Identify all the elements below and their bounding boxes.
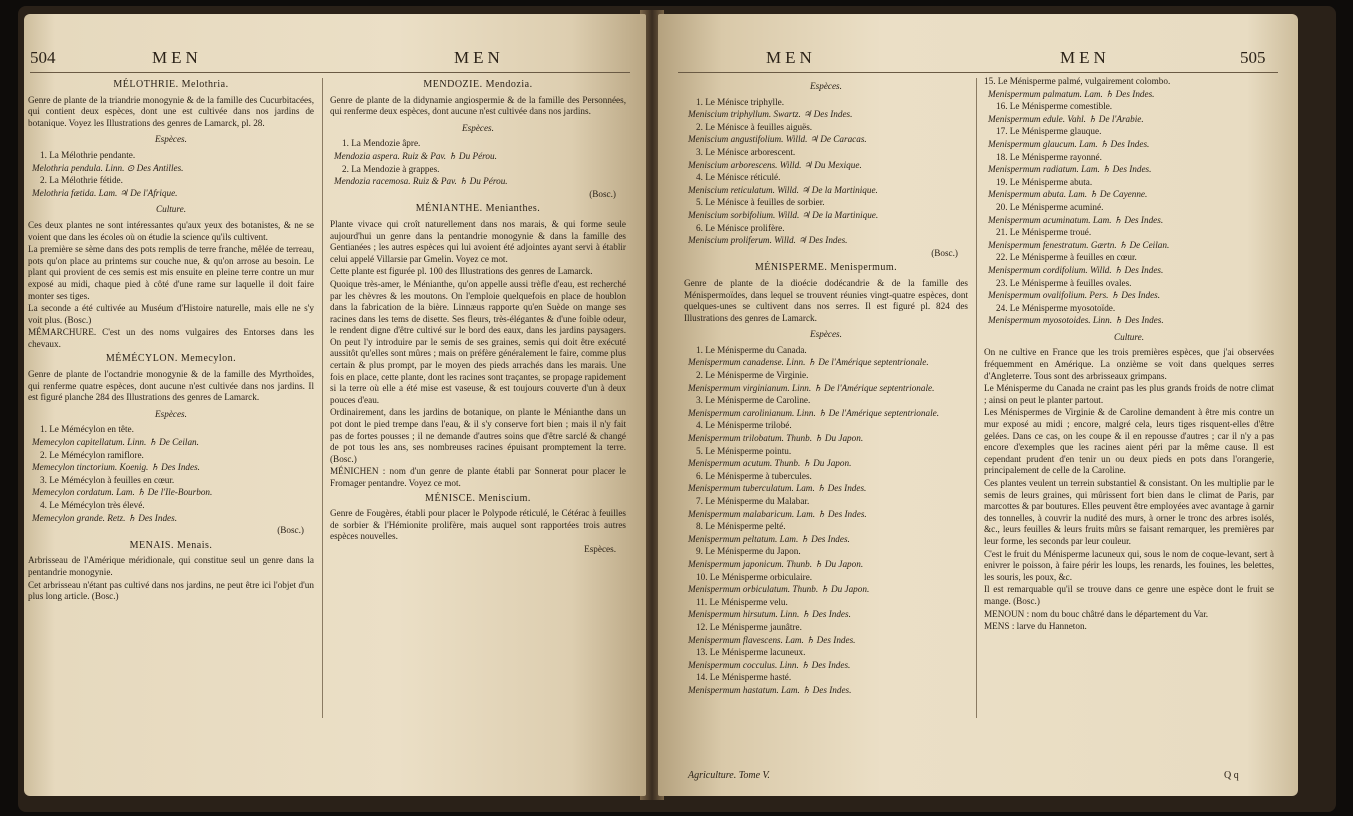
text-line: 3. Le Ménisperme de Caroline.: [696, 395, 811, 406]
text-line: 7. Le Ménisperme du Malabar.: [696, 496, 810, 506]
text-line: Meniscium proliferum. Willd. ♃ Des Indes.: [688, 235, 848, 246]
text-line: Cet arbrisseau n'étant pas cultivé dans nos jardins, ne peut être ici l'objet d'un plus long article. (Bosc.): [28, 579, 314, 602]
signature-mark: Q q: [1224, 770, 1239, 781]
text-line: 20. Le Ménisperme acuminé.: [996, 201, 1104, 212]
text-line: 1. Le Mémécylon en tête.: [40, 424, 134, 435]
right-column-1: [684, 76, 968, 698]
text-line: Espèces.: [155, 408, 187, 419]
right-column-2: [984, 76, 1274, 634]
text-line: MÉMARCHURE. C'est un des noms vulgaires des Entorses dans les chevaux.: [28, 327, 314, 349]
text-line: Ces plantes veulent un terrein substantiel & consistant. On les multiplie par le semis de leurs graines, qui mûrissent fort bien dans le climat de Paris, par marcottes & par boutures. Elles peuvent être employées avec avantage à garnir des tonnelles, à couvrir la nudité des murs, à orner le tronc des arbres isolés, &c., leurs feuilles & leurs fruits mûrs se faisant remarquer, les premières par leur forme, les seconds par leur couleur.: [984, 478, 1274, 546]
text-line: 18. Le Ménisperme rayonné.: [996, 151, 1102, 162]
text-line: 5. Le Ménisperme pointu.: [696, 445, 792, 456]
text-line: Menispermum myosotoides. Linn. ♄ Des Indes.: [988, 315, 1164, 326]
text-line: Menispermum hastatum. Lam. ♄ Des Indes.: [688, 684, 852, 695]
text-line: MÉNISCE. Meniscium.: [425, 492, 531, 504]
left-page: [24, 14, 646, 796]
text-line: 17. Le Ménisperme glauque.: [996, 126, 1102, 137]
text-line: Menispermum ovalifolium. Pers. ♄ Des Indes.: [988, 290, 1161, 301]
text-line: MÉNICHEN : nom d'un genre de plante établi par Sonnerat pour placer le Fromager pentandre. Voyez ce mot.: [330, 466, 626, 488]
text-line: Espèces.: [810, 81, 842, 91]
text-line: Memecylon tinctorium. Koenig. ♄ Des Indes.: [32, 462, 200, 473]
text-line: Menispermum trilobatum. Thunb. ♄ Du Japon.: [688, 433, 864, 444]
text-line: Le Ménisperme du Canada ne craint pas les plus grands froids de notre climat ; ainsi on peut le planter partout.: [984, 383, 1274, 405]
text-line: 15. Le Ménisperme palmé, vulgairement colombo.: [984, 76, 1171, 86]
text-line: Les Ménispermes de Virginie & de Caroline demandent à être mis contre un mur exposé au midi ; encore, malgré cela, leurs tiges risquent-elles d'être gelées. Dans ce cas, on les coupe & il en repousse d'autres ; car il n'y a pas encore d'exemples que les racines aient péri par la même cause. Il est cependant prudent d'en tenir un ou deux pieds en pots dans l'orangerie, principalement de celle de la Caroline.: [984, 407, 1274, 476]
text-line: 2. La Mendozie à grappes.: [342, 163, 440, 174]
text-line: Menispermum flavescens. Lam. ♄ Des Indes.: [688, 634, 856, 645]
text-line: MÉMÉCYLON. Memecylon.: [105, 353, 237, 365]
text-line: On ne cultive en France que les trois premières espèces, que j'ai observées fréquemment en Amérique. La onzième se voit dans quelques serres d'Angleterre. Tous sont des arbrisseaux grimpans.: [984, 347, 1274, 381]
text-line: Menispermum tuberculatum. Lam. ♄ Des Indes.: [688, 483, 867, 494]
text-line: Memecylon grande. Retz. ♄ Des Indes.: [32, 512, 177, 523]
text-line: 9. Le Ménisperme du Japon.: [696, 546, 801, 557]
text-line: Espèces.: [155, 134, 187, 145]
text-line: Menispermum edule. Vahl. ♄ De l'Arabie.: [988, 113, 1144, 124]
text-line: 2. Le Ménisce à feuilles aiguës.: [696, 121, 813, 132]
text-line: 12. Le Ménisperme jaunâtre.: [696, 621, 802, 632]
text-line: Melothria fætida. Lam. ♃ De l'Afrique.: [32, 187, 178, 198]
text-line: (Bosc.): [931, 247, 958, 258]
left-header-right: MEN: [454, 48, 504, 67]
text-line: 3. Le Mémécylon à feuilles en cœur.: [40, 474, 175, 485]
text-line: Menispermum radiatum. Lam. ♄ Des Indes.: [988, 164, 1152, 175]
left-column-divider: [322, 78, 323, 718]
text-line: 13. Le Ménisperme lacuneux.: [696, 647, 806, 658]
text-line: Memecylon capitellatum. Linn. ♄ De Ceilan.: [32, 437, 199, 448]
text-line: 21. Le Ménisperme troué.: [996, 227, 1092, 238]
text-line: MENS : larve du Hanneton.: [984, 621, 1087, 632]
text-line: Menispermum peltatum. Lam. ♄ Des Indes.: [688, 533, 850, 544]
text-line: Meniscium arborescens. Willd. ♃ Du Mexique.: [688, 159, 862, 170]
text-line: 24. Le Ménisperme myosotoïde.: [996, 302, 1116, 313]
text-line: Menispermum cocculus. Linn. ♄ Des Indes.: [688, 659, 851, 670]
text-line: 19. Le Ménisperme abuta.: [996, 176, 1093, 187]
text-line: Menispermum cordifolium. Willd. ♄ Des Indes.: [988, 264, 1164, 275]
text-line: 1. Le Ménisperme du Canada.: [696, 344, 807, 355]
text-line: Menispermum carolinianum. Linn. ♄ De l'Amérique septentrionale.: [688, 407, 940, 418]
text-line: MENDOZIE. Mendozia.: [423, 79, 533, 90]
text-line: MÉNIANTHE. Menianthes.: [415, 203, 541, 215]
text-line: Menispermum abuta. Lam. ♄ De Cayenne.: [988, 189, 1148, 200]
text-line: (Bosc.): [589, 188, 616, 199]
text-line: Menispermum glaucum. Lam. ♄ Des Indes.: [988, 138, 1150, 149]
text-line: 2. Le Ménisperme de Virginie.: [696, 370, 809, 381]
text-line: 23. Le Ménisperme à feuilles ovales.: [996, 277, 1132, 288]
text-line: MENOUN : nom du bouc châtré dans le département du Var.: [984, 608, 1209, 619]
text-line: Menispermum palmatum. Lam. ♄ Des Indes.: [988, 88, 1155, 99]
text-line: Genre de Fougères, établi pour placer le Polypode réticulé, le Cétérac à feuilles de sorbier & l'Hémionite prolifère, mais auquel sont rapportées trois autres espèces nouvelles.: [330, 508, 626, 542]
left-header-rule: [30, 72, 630, 73]
text-line: 4. Le Ménisce réticulé.: [696, 172, 781, 183]
text-line: 2. Le Mémécylon ramiflore.: [40, 449, 144, 460]
text-line: 1. Le Ménisce triphylle.: [696, 96, 785, 107]
text-line: Menispermum virginianum. Linn. ♄ De l'Amérique septentrionale.: [688, 382, 935, 393]
text-line: Mendozia racemosa. Ruiz & Pav. ♄ Du Pérou.: [334, 176, 508, 187]
text-line: MÉLOTHRIE. Melothria.: [113, 79, 229, 90]
left-page-number: 504: [30, 48, 56, 67]
text-line: 16. Le Ménisperme comestible.: [996, 101, 1113, 112]
text-line: 10. Le Ménisperme orbiculaire.: [696, 571, 813, 582]
right-page: [658, 14, 1298, 796]
text-line: C'est le fruit du Ménisperme lacuneux qui, sous le nom de coque-levant, sert à enivrer le poisson, à faire périr les loups, les renards, les fouines, les belettes, les souris, les poux, &c.: [984, 548, 1274, 582]
text-line: Menispermum hirsutum. Linn. ♄ Des Indes.: [688, 609, 851, 620]
text-line: MÉNISPERME. Menispermum.: [754, 262, 898, 274]
text-line: Quoique très-amer, le Ménianthe, qu'on appelle aussi trèfle d'eau, est recherché par les chèvres & les moutons. On l'emploie quelquefois en place de houblon dans la fabrication de la bière. Linnæus rapporte qu'en Suède on mange ses racines dans les tems de disette. Ses fleurs, très-élégantes & d'une foible odeur, le rendent digne d'être cultivé sur le bord des eaux, dans les jardins paysagers. On peut l'y introduire par le semis de ses graines, semis qui doit être exécuté aussitôt qu'elles sont mûres ; mais on préfère généralement le faire, comme plus certain & plus prompt, par le moyen des pieds arrachés dans les marais. Une fois en place, cette plante, dont les racines sont traçantes, se propage rapidement si la terre où elle a été mise est vaseuse, & est toujours couverte d'un à deux pouces d'eau.: [330, 278, 626, 405]
text-line: Ordinairement, dans les jardins de botanique, on plante le Ménianthe dans un pot dont le pied trempe dans l'eau, & il s'y conserve fort bien ; mais il n'y fait pas de fortes pousses ; il ne demande d'autres soins que d'être sarclé & changé de pot tous les ans, ses nombreuses racines épuisant promptement la terre. (Bosc.): [330, 407, 626, 464]
text-line: Ces deux plantes ne sont intéressantes qu'aux yeux des botanistes, & ne se voient que dans les écoles où on étudie la science qu'ils cultivent.: [28, 219, 314, 242]
text-line: Menispermum fenestratum. Gærtn. ♄ De Ceilan.: [988, 239, 1170, 250]
text-line: Menispermum canadense. Linn. ♄ De l'Amérique septentrionale.: [688, 357, 929, 368]
text-line: Meniscium sorbifolium. Willd. ♃ De la Martinique.: [688, 209, 879, 220]
right-column-divider: [976, 78, 977, 718]
text-line: Melothria pendula. Linn. ⊙ Des Antilles.: [32, 162, 184, 173]
text-line: 5. Le Ménisce à feuilles de sorbier.: [696, 197, 825, 208]
text-line: La seconde a été cultivée au Muséum d'Histoire naturelle, mais elle ne s'y voit plus. (Bosc.): [28, 303, 314, 325]
text-line: Espèces.: [462, 122, 494, 133]
left-column-1: [28, 76, 314, 604]
text-line: MENAIS. Menais.: [129, 539, 213, 551]
text-line: 6. Le Ménisperme à tubercules.: [696, 470, 812, 481]
text-line: Menispermum malabaricum. Lam. ♄ Des Indes.: [688, 508, 867, 519]
text-line: Meniscium angustifolium. Willd. ♃ De Caracas.: [688, 134, 867, 145]
text-line: 14. Le Ménisperme hasté.: [696, 672, 792, 683]
text-line: 4. Le Ménisperme trilobé.: [696, 420, 792, 431]
text-line: 2. La Mélothrie fétide.: [40, 175, 123, 186]
text-line: 6. Le Ménisce prolifère.: [696, 222, 785, 233]
text-line: 22. Le Ménisperme à feuilles en cœur.: [996, 252, 1137, 263]
text-line: Culture.: [1113, 331, 1145, 342]
text-line: Genre de plante de la didynamie angiospermie & de la famille des Personnées, qui renferme deux espèces, dont aucune n'est cultivée dans nos jardins.: [330, 94, 626, 117]
text-line: Genre de plante de l'octandrie monogynie & de la famille des Myrthoïdes, qui renferme quatre espèces, dont aucune n'est cultivée dans nos jardins. Il est figuré planche 284 des Illustrations des genres de Lamarck.: [28, 369, 314, 403]
text-line: Espèces.: [584, 543, 616, 554]
text-line: 3. Le Ménisce arborescent.: [696, 146, 796, 157]
left-column-2: [330, 76, 626, 557]
text-line: Meniscium triphyllum. Swartz. ♃ Des Indes.: [688, 109, 853, 120]
text-line: (Bosc.): [277, 525, 304, 536]
left-header-left: MEN: [152, 48, 202, 67]
text-line: Culture.: [155, 204, 187, 215]
text-line: 1. La Mélothrie pendante.: [40, 149, 136, 160]
right-header-right: MEN: [1060, 48, 1110, 67]
text-line: Cette plante est figurée pl. 100 des Illustrations des genres de Lamarck.: [330, 266, 593, 277]
text-line: Mendozia aspera. Ruiz & Pav. ♄ Du Pérou.: [334, 150, 497, 161]
text-line: 4. Le Mémécylon très élevé.: [40, 500, 145, 510]
text-line: 1. La Mendozie âpre.: [342, 138, 421, 149]
text-line: Il est remarquable qu'il se trouve dans ce genre une espèce dont le fruit se mange. (Bosc.): [984, 584, 1274, 606]
text-line: Plante vivace qui croît naturellement dans nos marais, & qui forme seule aujourd'hui un genre dans la pentandrie monogynie & dans la famille des Gentianées ; les autres espèces qui lui avoient été adjointes ayant servi à établir celui appelé Villarsie par Gmelin. Voyez ce mot.: [330, 218, 626, 264]
text-line: 8. Le Ménisperme pelté.: [696, 521, 786, 532]
text-line: Memecylon cordatum. Lam. ♄ De l'Ile-Bourbon.: [32, 487, 213, 498]
text-line: Genre de plante de la triandrie monogynie & de la famille des Cucurbitacées, qui contient deux espèces, dont une est cultivée dans nos jardins de botanique. Voyez les Illustrations des genres de Lamarck, pl. 28.: [28, 94, 314, 128]
text-line: Espèces.: [810, 329, 842, 340]
text-line: Menispermum acutum. Thunb. ♄ Du Japon.: [688, 458, 852, 469]
text-line: 11. Le Ménisperme velu.: [696, 596, 788, 607]
text-line: Menispermum japonicum. Thunb. ♄ Du Japon.: [688, 558, 864, 569]
right-header-rule: [678, 72, 1278, 73]
page-footer: Agriculture. Tome V.: [688, 770, 770, 781]
right-page-number: 505: [1240, 48, 1266, 67]
text-line: Menispermum acuminatum. Lam. ♄ Des Indes.: [988, 214, 1164, 225]
text-line: Arbrisseau de l'Amérique méridionale, qui constitue seul un genre dans la pentandrie monogynie.: [28, 555, 314, 577]
text-line: Genre de plante de la dioécie dodécandrie & de la famille des Ménispermoïdes, dans lequel se trouvent réunies vingt-quatre espèces, dont quelques-unes se cultivent dans nos serres. Il est figuré pl. 824 des Illustrations des genres de Lamarck.: [684, 277, 968, 323]
right-header-left: MEN: [766, 48, 816, 67]
text-line: Menispermum orbiculatum. Thunb. ♄ Du Japon.: [688, 584, 870, 595]
text-line: La première se sème dans des pots remplis de terre franche, mêlée de terreau, pots qu'on place au printems sur couche nue, & qu'on arrose au besoin. Le plant qui provient de ces semis est mis ensuite en pleine terre contre un mur exposé au midi, chaque pied à côté d'une rame sur laquelle il doit faire monter ses tiges.: [28, 244, 314, 301]
text-line: Meniscium reticulatum. Willd. ♃ De la Martinique.: [688, 184, 878, 195]
